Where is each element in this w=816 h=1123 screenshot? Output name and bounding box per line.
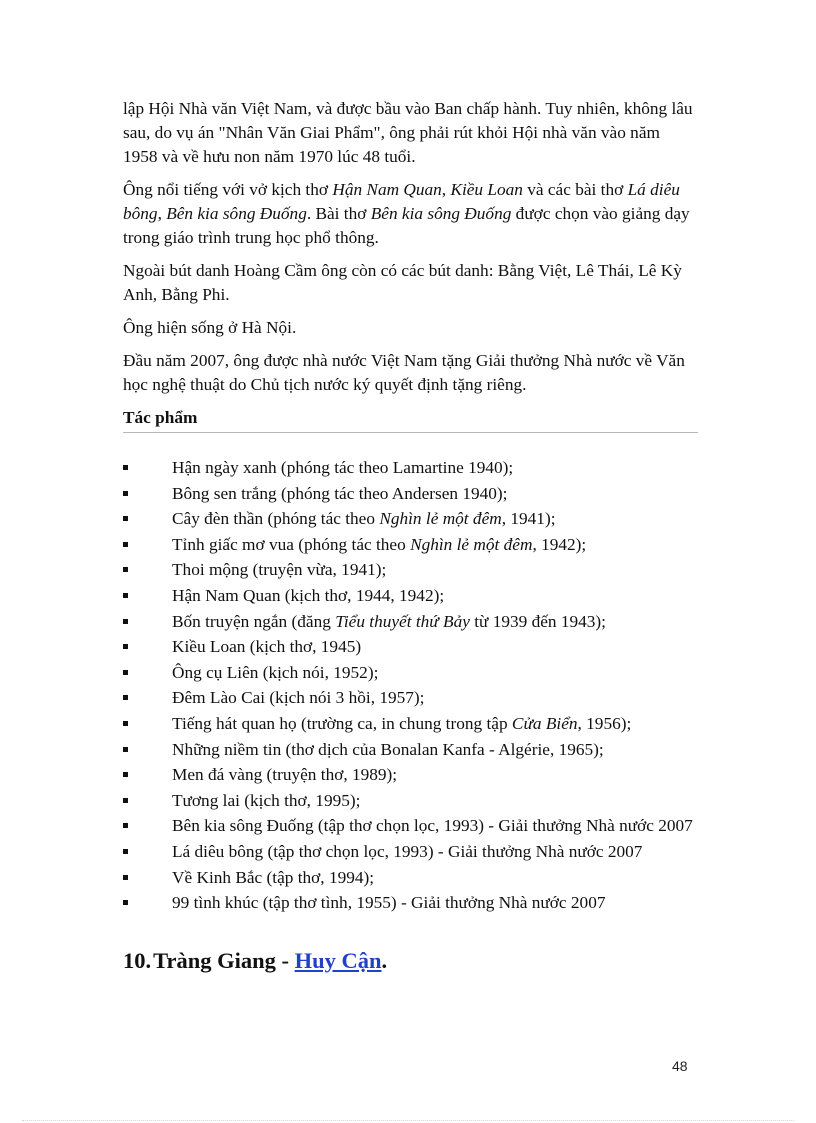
works-list-item [123, 762, 698, 788]
work-text: Đêm Lào Cai (kịch nói 3 hồi, 1957); [172, 688, 425, 708]
heading-number: 10. [123, 947, 152, 973]
works-list-item [123, 839, 698, 865]
square-bullet-icon [123, 542, 128, 547]
work-text: , 1942); [532, 534, 587, 554]
heading-title: Tràng Giang - [153, 947, 295, 973]
works-list-item [123, 609, 698, 635]
square-bullet-icon [123, 567, 128, 572]
work-text: Lá diêu bông (tập thơ chọn lọc, 1993) - Giải thưởng Nhà nước 2007 [172, 841, 643, 861]
work-text: , 1941); [501, 509, 556, 529]
italic-title: Hận Nam Quan [332, 180, 442, 199]
work-text: Hận ngày xanh (phóng tác theo Lamartine 1940); [172, 458, 514, 477]
works-list-item [123, 660, 698, 686]
work-text: Tỉnh giấc mơ vua (phóng tác theo [172, 534, 411, 554]
work-italic-title: Nghìn lẻ một đêm [410, 534, 533, 554]
work-text: Ông cụ Liên (kịch nói, 1952); [172, 662, 379, 682]
works-list-item [123, 788, 698, 814]
square-bullet-icon [123, 516, 128, 521]
works-list-item [123, 481, 698, 507]
square-bullet-icon [123, 593, 128, 598]
works-list-item [123, 532, 698, 558]
square-bullet-icon [123, 619, 128, 624]
works-list-item [123, 813, 698, 839]
square-bullet-icon [123, 798, 128, 803]
work-text: Thoi mộng (truyện vừa, 1941); [172, 560, 387, 580]
work-text: Men đá vàng (truyện thơ, 1989); [172, 765, 398, 785]
italic-title: Bên kia sông Đuống [166, 204, 307, 223]
author-link[interactable]: Huy Cận [294, 947, 382, 973]
square-bullet-icon [123, 823, 128, 828]
page-content [123, 97, 698, 976]
works-list-item [123, 737, 698, 763]
text-run: Ông nổi tiếng với vở kịch thơ [123, 180, 333, 199]
works-section-title: Tác phẩm [123, 406, 698, 433]
work-text: Hận Nam Quan (kịch thơ, 1944, 1942); [172, 585, 445, 605]
works-list-item [123, 583, 698, 609]
work-text: Về Kinh Bắc (tập thơ, 1994); [172, 867, 375, 887]
work-italic-title: Nghìn lẻ một đêm [379, 509, 502, 529]
works-list-item [123, 557, 698, 583]
text-run: được chọn vào giảng dạy trong giáo trình trung học phổ thông. [123, 204, 690, 247]
square-bullet-icon [123, 491, 128, 496]
square-bullet-icon [123, 772, 128, 777]
square-bullet-icon [123, 875, 128, 880]
works-list-item [123, 685, 698, 711]
works-list-item [123, 455, 698, 481]
heading-suffix: . [381, 947, 388, 973]
text-run: và các bài thơ [522, 180, 628, 199]
italic-title: Bên kia sông Đuống [370, 204, 512, 223]
works-list-item [123, 865, 698, 891]
work-italic-title: Tiểu thuyết thứ Bảy [335, 611, 470, 631]
work-text: Bốn truyện ngắn (đăng [172, 611, 336, 631]
work-text: Bên kia sông Đuống (tập thơ chọn lọc, 1993) - Giải thưởng Nhà nước 2007 [172, 816, 693, 836]
work-text: , 1956); [577, 713, 632, 733]
italic-title: Lá diêu bông [123, 180, 680, 223]
page-bottom-border [22, 1120, 794, 1121]
work-text: Cây đèn thần (phóng tác theo [172, 509, 380, 529]
work-text: Tiếng hát quan họ (trường ca, in chung trong tập [172, 713, 512, 733]
paragraph-award: Đầu năm 2007, ông được nhà nước Việt Nam tặng Giải thưởng Nhà nước về Văn học nghệ thuật do Chủ tịch nước ký quyết định tặng riêng. [123, 351, 685, 394]
text-run: , [441, 180, 451, 199]
work-text: Bông sen trắng (phóng tác theo Andersen 1940); [172, 483, 508, 503]
square-bullet-icon [123, 695, 128, 700]
square-bullet-icon [123, 900, 128, 905]
work-italic-title: Cửa Biển [511, 713, 578, 733]
paragraph-membership: lập Hội Nhà văn Việt Nam, và được bầu vào Ban chấp hành. Tuy nhiên, không lâu sau, do vụ án "Nhân Văn Giai Phẩm", ông phải rút khỏi Hội nhà văn vào năm 1958 và về hưu non năm 1970 lúc 48 tuổi. [123, 99, 693, 166]
square-bullet-icon [123, 849, 128, 854]
works-list [123, 455, 698, 916]
works-list-item [123, 711, 698, 737]
square-bullet-icon [123, 465, 128, 470]
chapter-heading [123, 946, 698, 976]
text-run: , [157, 204, 167, 223]
works-list-item [123, 634, 698, 660]
paragraph-pen-names: Ngoài bút danh Hoàng Cầm ông còn có các bút danh: Bằng Việt, Lê Thái, Lê Kỳ Anh, Bằng Phi. [123, 261, 682, 304]
work-text: từ 1939 đến 1943); [469, 611, 606, 631]
paragraph-famous-works [123, 178, 698, 250]
italic-title: Kiều Loan [450, 180, 523, 199]
works-list-item [123, 890, 698, 916]
square-bullet-icon [123, 644, 128, 649]
work-text: Những niềm tin (thơ dịch của Bonalan Kanfa - Algérie, 1965); [172, 739, 604, 759]
square-bullet-icon [123, 670, 128, 675]
page-number: 48 [672, 1058, 688, 1074]
works-list-item [123, 506, 698, 532]
paragraph-residence: Ông hiện sống ở Hà Nội. [123, 318, 297, 337]
square-bullet-icon [123, 721, 128, 726]
work-text: Tương lai (kịch thơ, 1995); [172, 790, 361, 810]
work-text: 99 tình khúc (tập thơ tình, 1955) - Giải thưởng Nhà nước 2007 [172, 893, 606, 913]
square-bullet-icon [123, 747, 128, 752]
text-run: . Bài thơ [306, 204, 371, 223]
work-text: Kiều Loan (kịch thơ, 1945) [172, 637, 362, 657]
